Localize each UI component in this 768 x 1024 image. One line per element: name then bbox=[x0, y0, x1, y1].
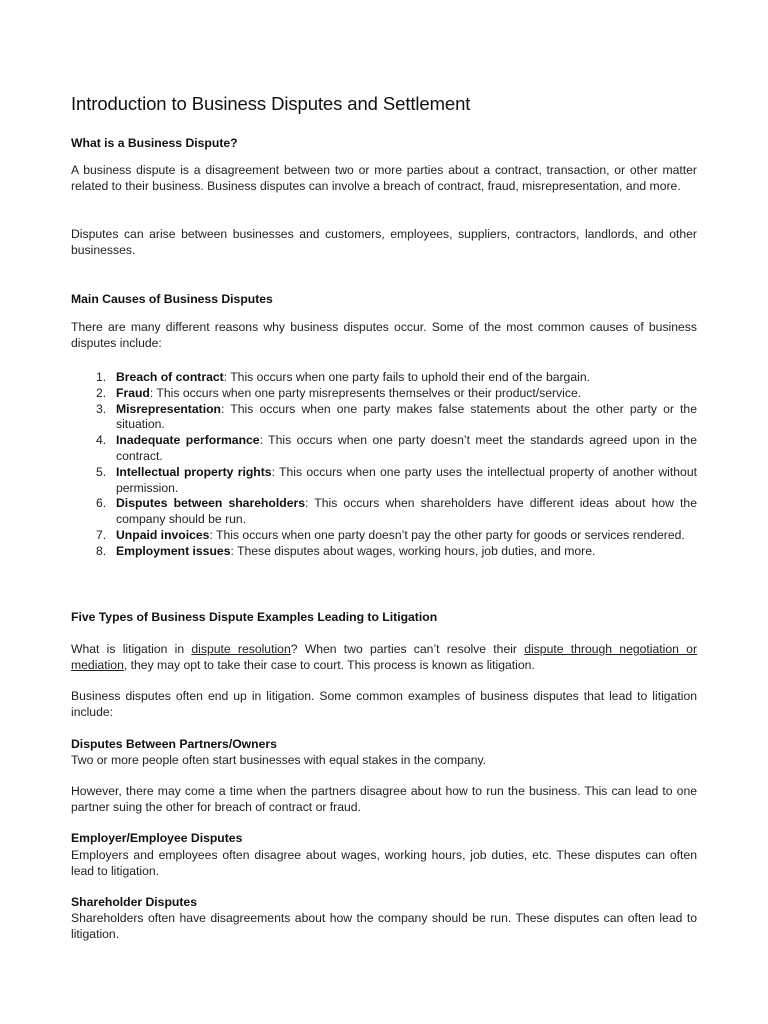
cause-description: : This occurs when shareholders have different ideas about how the company should be run. bbox=[116, 496, 697, 527]
document-title: Introduction to Business Disputes and Settlement bbox=[71, 93, 471, 114]
cause-term: Misrepresentation bbox=[116, 401, 221, 416]
cause-description: : This occurs when one party misrepresents themselves or their product/service. bbox=[149, 385, 582, 400]
cause-list-item bbox=[71, 496, 697, 528]
list-number: 8. bbox=[96, 543, 107, 558]
causes-list bbox=[71, 370, 697, 560]
cause-term: Disputes between shareholders bbox=[116, 496, 305, 511]
cause-term: Employment issues bbox=[116, 543, 231, 558]
cause-term: Inadequate performance bbox=[116, 433, 260, 448]
cause-list-item bbox=[71, 544, 697, 560]
section-heading-five-types: Five Types of Business Dispute Examples Leading to Litigation bbox=[71, 610, 438, 624]
text-fragment: What is litigation in bbox=[71, 642, 192, 656]
cause-list-item bbox=[71, 386, 697, 402]
cause-description: : This occurs when one party doesn’t meet the standards agreed upon in the contract. bbox=[116, 433, 697, 463]
cause-term: Fraud bbox=[116, 385, 150, 400]
cause-description: : This occurs when one party makes false statements about the other party or the situation. bbox=[116, 401, 697, 432]
list-number: 2. bbox=[96, 385, 107, 400]
text-fragment: ? When two parties can’t resolve their bbox=[290, 642, 525, 656]
cause-description: : This occurs when one party uses the intellectual property of another without permission. bbox=[116, 464, 697, 495]
cause-list-item bbox=[71, 528, 697, 544]
paragraph-definition: A business dispute is a disagreement between two or more parties about a contract, transaction, or other matter related to their business. Business disputes can involve a breach of contract, fraud, misrepresentation, and more. bbox=[71, 163, 697, 193]
cause-term: Breach of contract bbox=[116, 370, 224, 384]
paragraph-partners-disagree: However, there may come a time when the partners disagree about how to run the business. This can lead to one partner suing the other for breach of contract or fraud. bbox=[71, 784, 697, 814]
list-number: 3. bbox=[96, 401, 107, 416]
list-number: 4. bbox=[96, 433, 107, 448]
section-heading-main-causes: Main Causes of Business Disputes bbox=[71, 292, 273, 306]
list-number: 6. bbox=[96, 496, 107, 511]
paragraph-employer-employee: Employers and employees often disagree about wages, working hours, job duties, etc. These disputes can often lead to litigation. bbox=[71, 848, 697, 878]
paragraph-dispute-parties: Disputes can arise between businesses and customers, employees, suppliers, contractors, landlords, and other businesses. bbox=[71, 227, 697, 257]
subheading-employer-employee: Employer/Employee Disputes bbox=[71, 831, 243, 845]
link-dispute-negotiation-mediation[interactable]: dispute through negotiation or mediation bbox=[71, 642, 698, 672]
cause-term: Unpaid invoices bbox=[116, 527, 210, 542]
cause-description: : This occurs when one party fails to uphold their end of the bargain. bbox=[223, 370, 590, 384]
cause-list-item bbox=[71, 370, 697, 386]
paragraph-litigation-examples-intro: Business disputes often end up in litigation. Some common examples of business disputes that lead to litigation include: bbox=[71, 689, 697, 719]
cause-term: Intellectual property rights bbox=[116, 464, 272, 479]
list-number: 1. bbox=[96, 370, 107, 384]
text-fragment: , they may opt to take their case to court. This process is known as litigation. bbox=[123, 658, 535, 672]
list-number: 7. bbox=[96, 527, 107, 542]
section-heading-what-is-dispute: What is a Business Dispute? bbox=[71, 136, 238, 150]
paragraph-litigation-definition bbox=[71, 641, 697, 673]
paragraph-partners-stakes: Two or more people often start businesses with equal stakes in the company. bbox=[71, 753, 487, 767]
cause-list-item bbox=[71, 402, 697, 434]
paragraph-causes-intro: There are many different reasons why business disputes occur. Some of the most common causes of business disputes include: bbox=[71, 320, 697, 350]
link-dispute-resolution[interactable]: dispute resolution bbox=[191, 642, 291, 656]
cause-list-item bbox=[71, 433, 697, 465]
paragraph-shareholder: Shareholders often have disagreements about how the company should be run. These disputes can often lead to litigation. bbox=[71, 911, 697, 941]
cause-description: : These disputes about wages, working hours, job duties, and more. bbox=[230, 543, 596, 558]
list-number: 5. bbox=[96, 464, 107, 479]
subheading-shareholder: Shareholder Disputes bbox=[71, 895, 197, 909]
cause-description: : This occurs when one party doesn’t pay the other party for goods or services rendered. bbox=[209, 527, 685, 542]
cause-list-item bbox=[71, 465, 697, 497]
subheading-partners-owners: Disputes Between Partners/Owners bbox=[71, 737, 277, 751]
